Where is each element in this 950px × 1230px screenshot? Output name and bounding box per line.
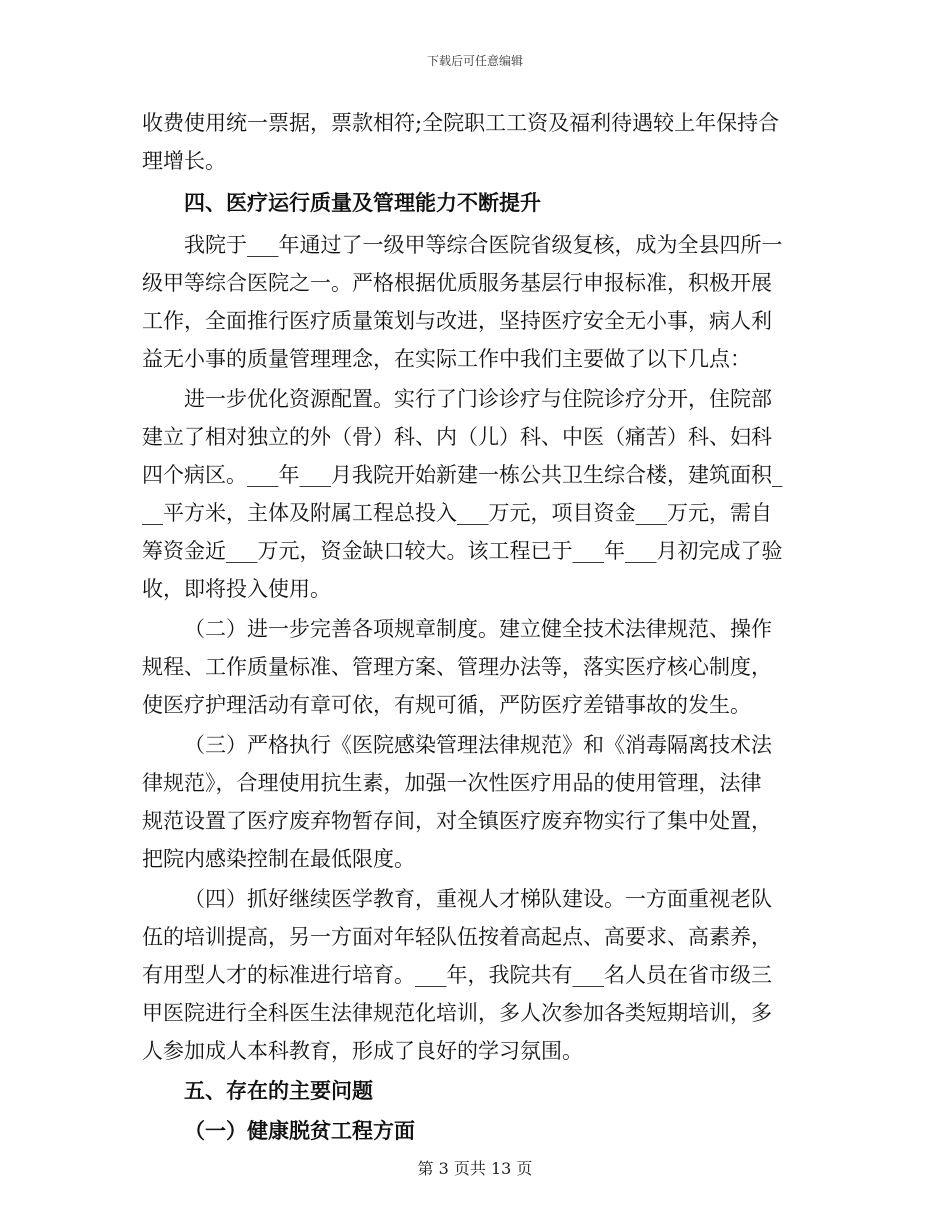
text-line: 进一步优化资源配置。实行了门诊诊疗与住院诊疗分开，住院部: [184, 387, 772, 411]
section-heading: 五、存在的主要问题: [184, 1078, 373, 1103]
text-line: 有用型人才的标准进行培育。___年，我院共有___名人员在省市级三: [142, 963, 772, 987]
text-line: 收费使用统一票据，票款相符;全院职工工资及福利待遇较上年保持合: [142, 111, 780, 135]
page-header: 下载后可任意编辑: [426, 54, 523, 68]
page-number: 第 3 页共 13 页: [417, 1159, 533, 1178]
text-line: 甲医院进行全科医生法律规范化培训，多人次参加各类短期培训，多: [142, 1001, 772, 1025]
text-line: 四个病区。___年___月我院开始新建一栋公共卫生综合楼，建筑面积_: [142, 463, 783, 487]
text-line: 益无小事的质量管理理念，在实际工作中我们主要做了以下几点：: [142, 347, 751, 371]
text-line: 收，即将投入使用。: [142, 577, 331, 601]
text-line: 我院于___年通过了一级甲等综合医院省级复核，成为全县四所一: [184, 233, 783, 257]
text-line: __平方米，主体及附属工程总投入___万元，项目资金___万元，需自: [142, 501, 772, 525]
text-line: 把院内感染控制在最低限度。: [142, 847, 415, 871]
text-line: 律规范》，合理使用抗生素，加强一次性医疗用品的使用管理，法律: [142, 771, 762, 795]
section-heading: 四、医疗运行质量及管理能力不断提升: [184, 190, 541, 215]
text-line: （二）进一步完善各项规章制度。建立健全技术法律规范、操作: [184, 617, 772, 641]
text-line: 规程、工作质量标准、管理方案、管理办法等，落实医疗核心制度，: [142, 655, 772, 679]
text-line: （四）抓好继续医学教育，重视人才梯队建设。一方面重视老队: [184, 887, 772, 911]
text-line: 使医疗护理活动有章可依，有规可循，严防医疗差错事故的发生。: [142, 693, 751, 717]
text-line: 级甲等综合医院之一。严格根据优质服务基层行申报标准，积极开展: [142, 271, 772, 295]
text-line: 工作，全面推行医疗质量策划与改进，坚持医疗安全无小事，病人利: [142, 309, 772, 333]
text-line: 理增长。: [142, 149, 226, 173]
subsection-heading: （一）健康脱贫工程方面: [184, 1118, 415, 1143]
text-line: 伍的培训提高，另一方面对年轻队伍按着高起点、高要求、高素养，: [142, 925, 772, 949]
text-line: （三）严格执行《医院感染管理法律规范》和《消毒隔离技术法: [184, 733, 772, 757]
text-line: 建立了相对独立的外（骨）科、内（儿）科、中医（痛苦）科、妇科: [142, 425, 772, 449]
text-line: 筹资金近___万元，资金缺口较大。该工程已于___年___月初完成了验: [142, 539, 783, 563]
text-line: 人参加成人本科教育，形成了良好的学习氛围。: [142, 1039, 583, 1063]
text-line: 规范设置了医疗废弃物暂存间，对全镇医疗废弃物实行了集中处置，: [142, 809, 772, 833]
